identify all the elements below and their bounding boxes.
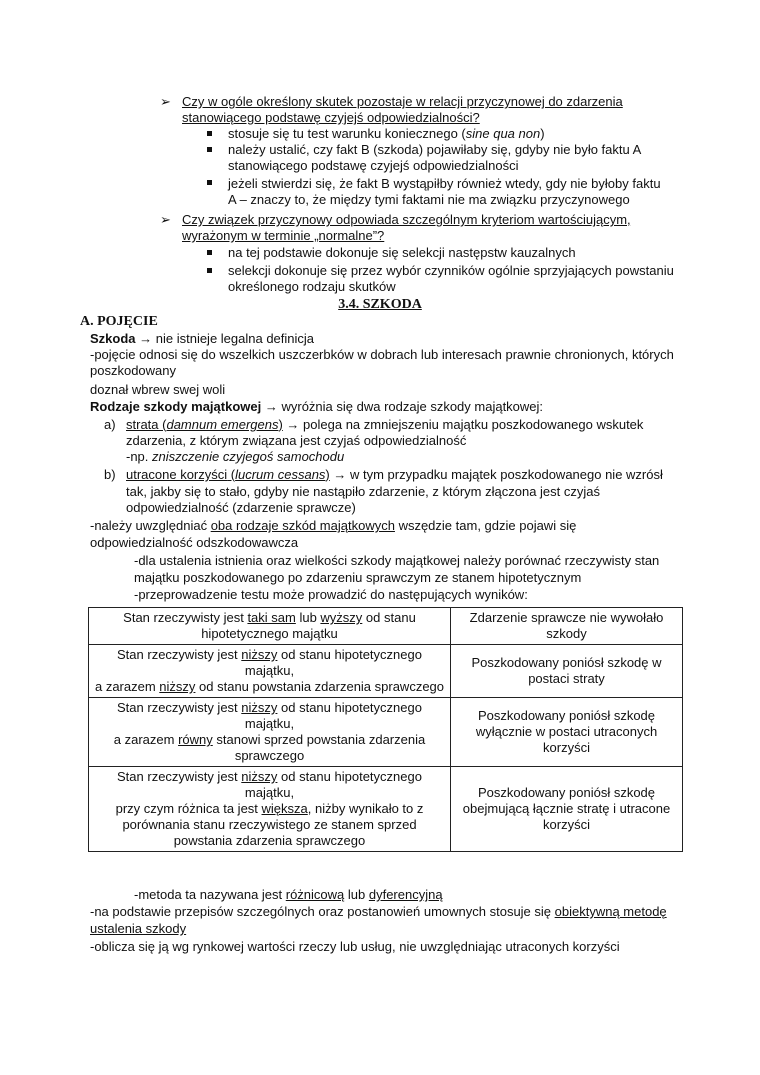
table-cell: Poszkodowany poniósł szkodę w postaci straty bbox=[451, 645, 683, 698]
square-bullet-icon bbox=[207, 131, 212, 136]
question-2-line-1: Czy związek przyczynowy odpowiada szczególnym kryteriom wartościującym, bbox=[182, 212, 631, 227]
table-cell: Stan rzeczywisty jest taki sam lub wyższy od stanu hipotetycznego majątku bbox=[89, 608, 451, 645]
metoda-line: -metoda ta nazywana jest różnicową lub dyferencyjną bbox=[134, 887, 443, 902]
table-cell: Poszkodowany poniósł szkodę wyłącznie w postaci utraconych korzyści bbox=[451, 698, 683, 767]
question-1-line-2: stanowiącego podstawę czyjejś odpowiedzialności? bbox=[182, 110, 480, 125]
comparison-table bbox=[88, 607, 683, 852]
rodzaje-heading: Rodzaje szkody majątkowej → wyróżnia się dwa rodzaje szkody majątkowej: bbox=[90, 399, 544, 414]
arrow-right-icon: → bbox=[282, 417, 304, 432]
table-cell: Zdarzenie sprawcze nie wywołało szkody bbox=[451, 608, 683, 645]
szkoda-line-2: -pojęcie odnosi się do wszelkich uszczerbków w dobrach lub interesach prawnie chronionych, których bbox=[90, 347, 674, 362]
table-cell: Stan rzeczywisty jest niższy od stanu hipotetycznego majątku, a zarazem równy stanowi sprzed powstania zdarzenia sprawczego bbox=[89, 698, 451, 767]
szkoda-definition: Szkoda → nie istnieje legalna definicja bbox=[90, 331, 315, 346]
square-bullet-icon bbox=[207, 180, 212, 185]
bullet-1: stosuje się tu test warunku koniecznego (sine qua non) bbox=[228, 126, 545, 141]
dla-line-2: majątku poszkodowanego po zdarzeniu sprawczym ze stanem hipotetycznym bbox=[134, 570, 582, 585]
arrow-right-icon: → bbox=[329, 467, 350, 482]
arrow-bullet-icon: ➢ bbox=[160, 94, 171, 109]
przepisy-line-2: ustalenia szkody bbox=[90, 921, 187, 936]
dla-line-1: -dla ustalenia istnienia oraz wielkości szkody majątkowej należy porównać rzeczywisty stan bbox=[134, 553, 660, 568]
oblicza-line: -oblicza się ją wg rynkowej wartości rzeczy lub usług, nie uwzględniając utraconych korzyści bbox=[90, 939, 620, 954]
bullet-3-line-2: A – znaczy to, że między tymi faktami nie ma związku przyczynowego bbox=[228, 192, 630, 207]
item-b-label: b) bbox=[104, 467, 116, 482]
table-row bbox=[89, 608, 683, 645]
bullet-3-line-1: jeżeli stwierdzi się, że fakt B wystąpiłby również wtedy, gdy nie byłoby faktu bbox=[228, 176, 661, 191]
item-a-line-1: strata (damnum emergens) → polega na zmniejszeniu majątku poszkodowanego wskutek bbox=[126, 417, 644, 432]
arrow-right-icon: → bbox=[139, 331, 153, 346]
item-b-line-2: tak, jakby się to stało, gdyby nie nastąpiło zdarzenie, z którym złączona jest czyjaś bbox=[126, 484, 600, 499]
bullet-5-line-2: określonego rodzaju skutków bbox=[228, 279, 396, 294]
bullet-2-line-2: stanowiącego podstawę czyjejś odpowiedzialności bbox=[228, 158, 519, 173]
test-line: -przeprowadzenie testu może prowadzić do następujących wyników: bbox=[134, 587, 528, 602]
question-1-line-1: Czy w ogóle określony skutek pozostaje w relacji przyczynowej do zdarzenia bbox=[182, 94, 623, 109]
table-cell: Poszkodowany poniósł szkodę obejmującą łącznie stratę i utracone korzyści bbox=[451, 767, 683, 852]
bullet-4: na tej podstawie dokonuje się selekcji następstw kauzalnych bbox=[228, 245, 576, 260]
item-a-line-2: zdarzenia, z którym związana jest czyjaś odpowiedzialność bbox=[126, 433, 467, 448]
bullet-2-line-1: należy ustalić, czy fakt B (szkoda) pojawiłaby się, gdyby nie było faktu A bbox=[228, 142, 642, 157]
square-bullet-icon bbox=[207, 147, 212, 152]
item-a-label: a) bbox=[104, 417, 116, 432]
item-b-line-1: utracone korzyści (lucrum cessans) → w tym przypadku majątek poszkodowanego nie wzrósł bbox=[126, 467, 663, 482]
szkoda-line-3: poszkodowany bbox=[90, 363, 176, 378]
square-bullet-icon bbox=[207, 268, 212, 273]
question-2-line-2: wyrażonym w terminie „normalne”? bbox=[182, 228, 385, 243]
nalezy-line-2: odpowiedzialność odszkodowawcza bbox=[90, 535, 299, 550]
arrow-right-icon: → bbox=[264, 399, 278, 414]
przepisy-line-1: -na podstawie przepisów szczególnych oraz postanowień umownych stosuje się obiektywną metodę bbox=[90, 904, 667, 919]
bullet-5-line-1: selekcji dokonuje się przez wybór czynników ogólnie sprzyjających powstaniu bbox=[228, 263, 674, 278]
table-cell: Stan rzeczywisty jest niższy od stanu hipotetycznego majątku, a zarazem niższy od stanu powstania zdarzenia sprawczego bbox=[89, 645, 451, 698]
table-row bbox=[89, 767, 683, 852]
subheading: A. POJĘCIE bbox=[80, 314, 158, 329]
section-heading: 3.4. SZKODA bbox=[338, 297, 422, 312]
square-bullet-icon bbox=[207, 250, 212, 255]
table-row bbox=[89, 698, 683, 767]
nalezy-line-1: -należy uwzględniać oba rodzaje szkód majątkowych wszędzie tam, gdzie pojawi się bbox=[90, 518, 577, 533]
item-a-example: -np. zniszczenie czyjegoś samochodu bbox=[126, 449, 345, 464]
table-cell: Stan rzeczywisty jest niższy od stanu hipotetycznego majątku, przy czym różnica ta jest większa, niżby wynikało to z porównania stanu rzeczywistego ze stanem sprzed powstania zdarzenia sprawczego bbox=[89, 767, 451, 852]
table-row bbox=[89, 645, 683, 698]
item-b-line-3: odpowiedzialność (zdarzenie sprawcze) bbox=[126, 500, 356, 515]
arrow-bullet-icon: ➢ bbox=[160, 212, 171, 227]
szkoda-line-4: doznał wbrew swej woli bbox=[90, 382, 226, 397]
